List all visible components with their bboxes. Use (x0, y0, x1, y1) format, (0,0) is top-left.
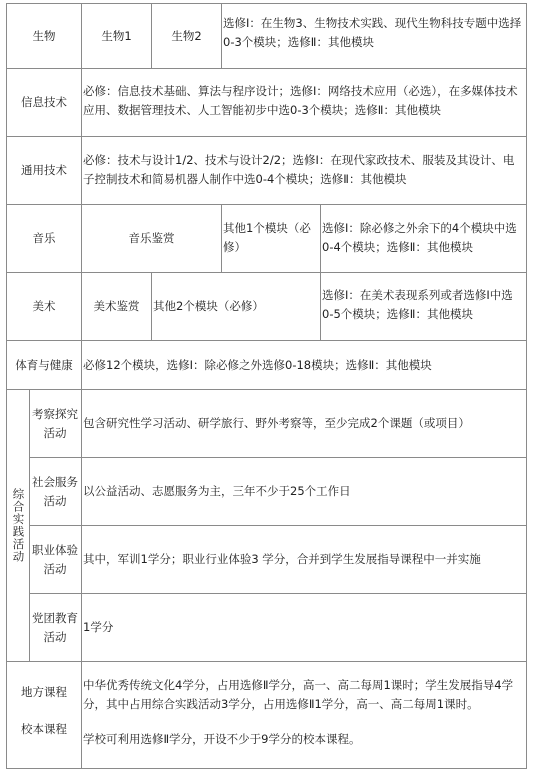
subject-general-tech: 通用技术 (21, 163, 67, 177)
subject-it: 信息技术 (21, 95, 67, 109)
row-divider (6, 136, 527, 137)
desc-school-course: 学校可利用选修Ⅱ学分，开设不少于9学分的校本课程。 (83, 732, 361, 746)
subject-art: 美术 (32, 299, 56, 313)
desc-art: 选修Ⅰ：在美术表现系列或者选修Ⅰ中选0-5个模块；选修Ⅱ：其他模块 (322, 288, 513, 321)
desc-general-tech: 必修：技术与设计1/2、技术与设计2/2；选修Ⅰ：在现代家政技术、服装及其设计、电子控制技术和简易机器人制作中选0-4个模块；选修Ⅱ：其他模块 (83, 153, 515, 186)
module-art-2: 其他2个模块（必修） (153, 299, 264, 313)
desc-it: 必修：信息技术基础、算法与程序设计；选修Ⅰ：网络技术应用（必选），在多媒体技术应用、数据管理技术、人工智能初步中选0-3个模块；选修Ⅱ：其他模块 (83, 84, 518, 117)
desc-music: 选修Ⅰ：除必修之外余下的4个模块中选0-4个模块；选修Ⅱ：其他模块 (322, 221, 517, 254)
col-divider (151, 272, 152, 340)
desc-pe: 必修12个模块，选修Ⅰ：除必修之外选修0-18模块；选修Ⅱ：其他模块 (83, 357, 432, 372)
col-divider (29, 389, 30, 661)
practice-item-desc: 其中，军训1学分；职业行业体验3 学分，合并到学生发展指导课程中一并实施 (83, 552, 481, 566)
col-divider (221, 204, 222, 272)
col-divider (320, 272, 321, 340)
practice-item-desc: 1学分 (83, 620, 114, 634)
practice-item-name: 考察探究活动 (32, 407, 78, 440)
subject-practice-group: 综合实践活动 (11, 488, 26, 563)
practice-item-name: 社会服务活动 (32, 475, 78, 508)
subject-local-course: 地方课程 (21, 685, 67, 699)
module-biology-2: 生物2 (171, 28, 202, 43)
row-divider (6, 661, 527, 662)
col-divider (81, 389, 82, 769)
subject-music: 音乐 (32, 231, 56, 245)
practice-item-desc: 包含研究性学习活动、研学旅行、野外考察等，至少完成2个课题（或项目） (83, 416, 470, 430)
col-divider (221, 3, 222, 68)
border-bottom (6, 768, 527, 769)
module-music-1: 音乐鉴赏 (128, 231, 175, 245)
module-music-2: 其他1个模块（必修） (223, 221, 311, 254)
desc-local-course: 中华优秀传统文化4学分，占用选修Ⅱ学分，高一、高二每周1课时；学生发展指导4学分，其中占用综合实践活动3学分，占用选修Ⅱ1学分，高一、高二每周1课时。 (83, 678, 514, 711)
module-art-1: 美术鉴赏 (93, 299, 140, 313)
practice-item-name: 党团教育活动 (32, 611, 78, 644)
row-divider (6, 68, 527, 69)
practice-item-name: 职业体验活动 (32, 543, 78, 576)
module-biology-1: 生物1 (101, 28, 132, 43)
border-right (526, 3, 527, 769)
desc-biology: 选修Ⅰ：在生物3、生物技术实践、现代生物科技专题中选择0-3个模块；选修Ⅱ：其他模块 (223, 16, 522, 49)
subject-school-course: 校本课程 (21, 722, 67, 736)
practice-item-desc: 以公益活动、志愿服务为主，三年不少于25个工作日 (83, 484, 351, 498)
subject-pe: 体育与健康 (15, 357, 73, 372)
col-divider (320, 204, 321, 272)
subject-biology: 生物 (32, 28, 56, 43)
